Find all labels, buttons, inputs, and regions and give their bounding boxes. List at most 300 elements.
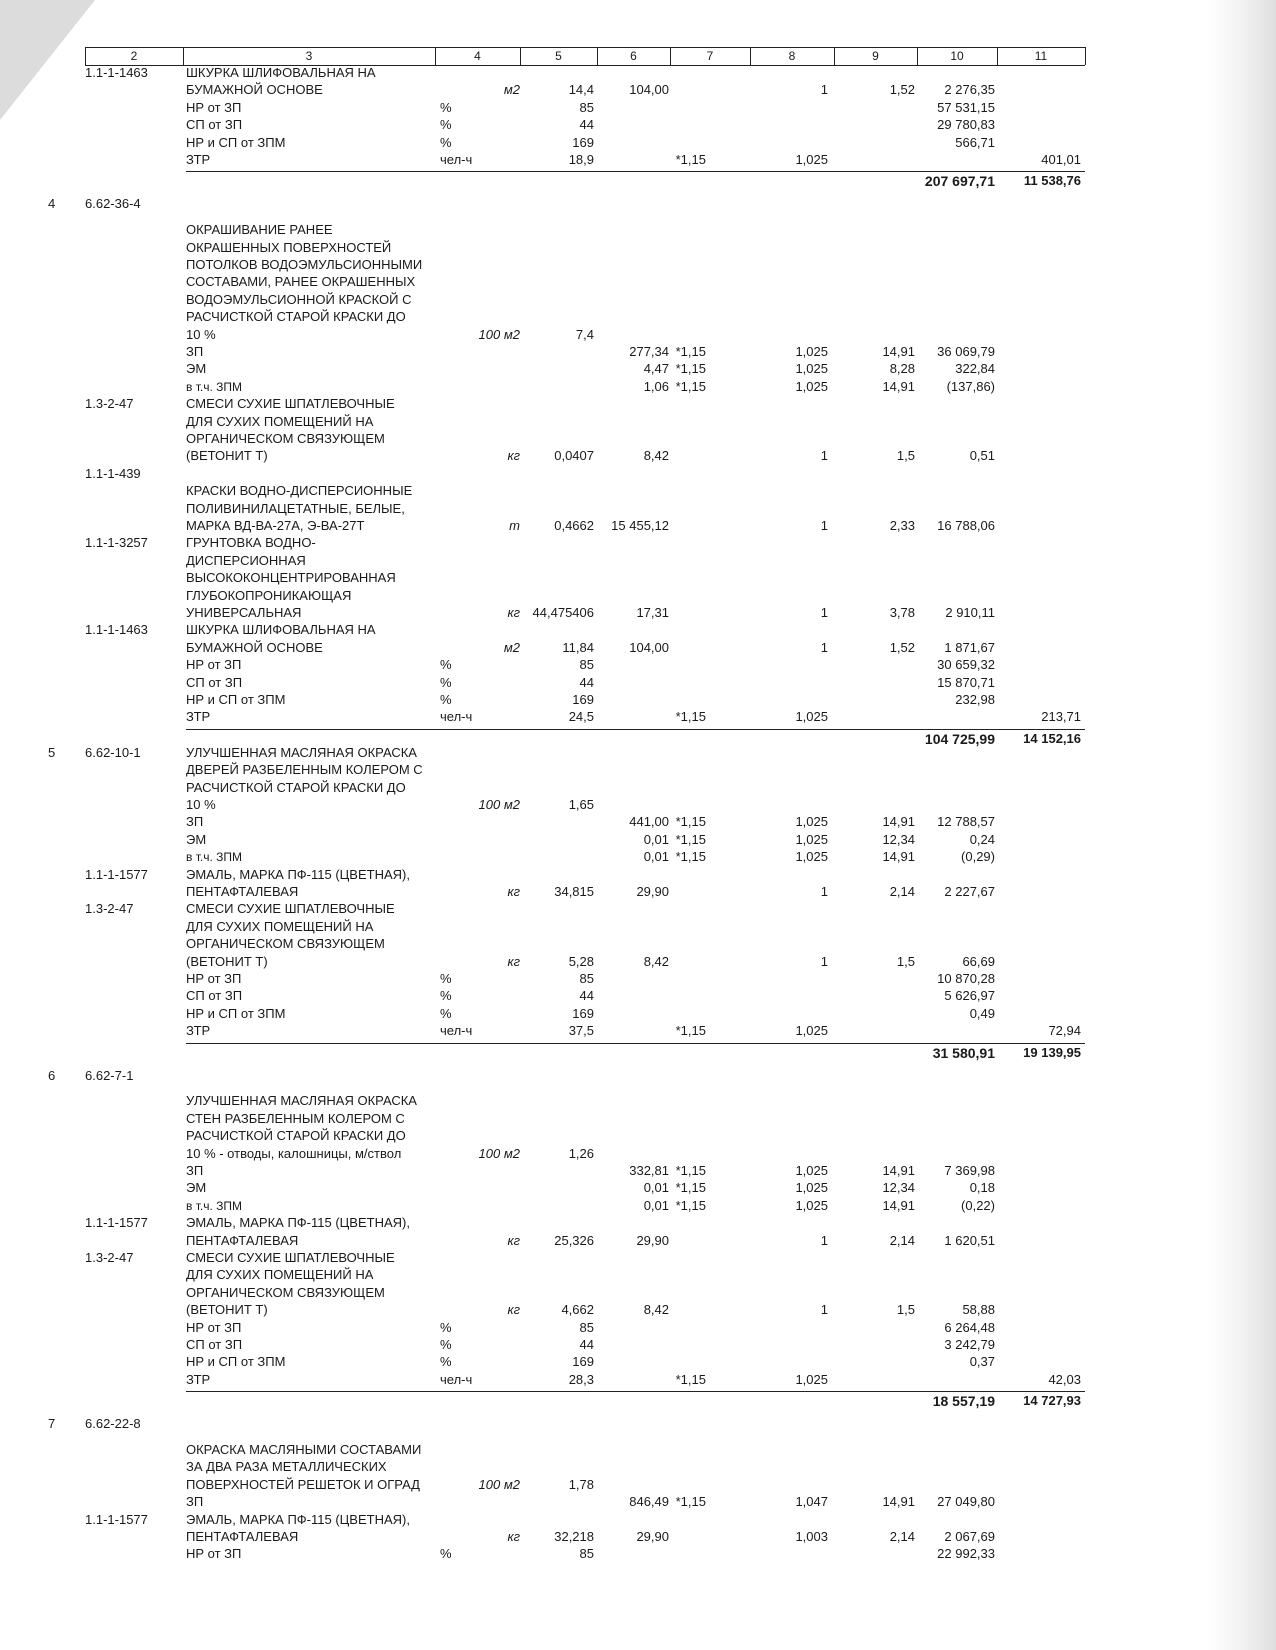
current-cost: 27 049,80	[937, 1494, 995, 1510]
work-description-line: ПЕНТАФТАЛЕВАЯ	[186, 1232, 299, 1248]
labor-label: ЗТР	[186, 709, 211, 725]
conversion-coefficient: 14,91	[882, 814, 915, 830]
quantity: 1,78	[568, 1476, 594, 1492]
overhead-label: НР и СП от ЗПМ	[186, 692, 286, 707]
current-cost: (137,86)	[946, 378, 995, 394]
current-cost: 322,84	[955, 361, 995, 377]
overhead-label: НР от ЗП	[186, 657, 242, 673]
index: 1,003	[795, 1529, 828, 1544]
correction-factor: *1,15	[675, 1163, 706, 1178]
work-description-line: УЛУЧШЕННАЯ МАСЛЯНАЯ ОКРАСКА	[186, 1093, 417, 1109]
quantity: 44,475406	[532, 605, 594, 620]
current-cost: 58,88	[962, 1302, 995, 1318]
index: 1,025	[795, 1371, 828, 1387]
index: 1,025	[795, 1023, 828, 1039]
unit: %	[440, 1005, 452, 1021]
current-cost: 2 227,67	[944, 884, 995, 899]
cost-component: ЭМ	[186, 1180, 207, 1196]
unit: кг	[507, 884, 520, 899]
unit: %	[440, 692, 452, 707]
work-description-line: УНИВЕРСАЛЬНАЯ	[186, 605, 302, 620]
unit: т	[509, 518, 520, 533]
conversion-coefficient: 1,52	[889, 82, 915, 98]
correction-factor: *1,15	[675, 344, 706, 359]
work-description-line: ОРГАНИЧЕСКОМ СВЯЗУЮЩЕМ	[186, 936, 385, 952]
work-description-line: БУМАЖНОЙ ОСНОВЕ	[186, 82, 323, 98]
conversion-coefficient: 14,91	[882, 1197, 915, 1213]
index: 1	[820, 518, 828, 533]
current-cost: 0,24	[969, 831, 995, 847]
work-description-line: СМЕСИ СУХИЕ ШПАТЛЕВОЧНЫЕ	[186, 901, 395, 917]
rate-code: 1.3-2-47	[85, 396, 134, 412]
index: 1,047	[795, 1494, 828, 1510]
conversion-coefficient: 14,91	[882, 1163, 915, 1178]
rate-code: 1.1-1-1577	[85, 866, 148, 882]
column-number: 10	[950, 49, 964, 63]
index: 1	[820, 1232, 828, 1248]
conversion-coefficient: 2,33	[889, 518, 915, 533]
index: 1,025	[795, 152, 828, 167]
conversion-coefficient: 1,5	[896, 1302, 915, 1318]
work-description-line: ОРГАНИЧЕСКОМ СВЯЗУЮЩЕМ	[186, 1284, 385, 1300]
current-cost: 3 242,79	[944, 1337, 995, 1352]
work-description-line: МАРКА ВД-ВА-27А, Э-ВА-27Т	[186, 518, 365, 533]
work-description-line: 10 % - отводы, калошницы, м/ствол	[186, 1145, 402, 1161]
current-cost: 5 626,97	[944, 988, 995, 1004]
labor-hours: 28,3	[568, 1371, 594, 1387]
current-cost: 36 069,79	[937, 344, 995, 359]
base-price: 277,34	[629, 344, 669, 359]
index: 1,025	[795, 1163, 828, 1178]
labor-label: ЗТР	[186, 1371, 211, 1387]
cost-component: ЭМ	[186, 361, 207, 377]
quantity: 1,65	[568, 797, 594, 812]
work-description-line: ОРГАНИЧЕСКОМ СВЯЗУЮЩЕМ	[186, 431, 385, 446]
quantity: 14,4	[568, 82, 594, 98]
current-cost: 232,98	[955, 692, 995, 707]
rate-percent: 44	[579, 988, 594, 1004]
rate-percent: 169	[572, 692, 594, 707]
overhead-label: НР и СП от ЗПМ	[186, 134, 286, 150]
column-number: 11	[1034, 49, 1048, 63]
current-cost: 22 992,33	[937, 1546, 995, 1562]
overhead-label: НР от ЗП	[186, 971, 242, 986]
unit: %	[440, 1546, 452, 1562]
overhead-label: НР от ЗП	[186, 1546, 242, 1562]
current-cost: 0,37	[969, 1354, 995, 1370]
unit: кг	[507, 1302, 520, 1318]
rate-percent: 44	[579, 117, 594, 133]
correction-factor: *1,15	[675, 814, 706, 830]
section-total: 207 697,71	[924, 173, 995, 190]
base-price: 0,01	[643, 1197, 669, 1213]
overhead-label: НР и СП от ЗПМ	[186, 1005, 286, 1021]
index: 1,025	[795, 831, 828, 847]
work-description-line: СМЕСИ СУХИЕ ШПАТЛЕВОЧНЫЕ	[186, 1250, 395, 1265]
work-description-line: ЭМАЛЬ, МАРКА ПФ-115 (ЦВЕТНАЯ),	[186, 866, 410, 882]
unit: кг	[507, 1232, 520, 1248]
section-total-col11: 14 152,16	[1023, 730, 1081, 746]
work-description-line: ДЛЯ СУХИХ ПОМЕЩЕНИЙ НА	[186, 918, 374, 934]
correction-factor: *1,15	[675, 849, 706, 865]
rate-code: 1.1-1-439	[85, 465, 141, 481]
column-number: 2	[130, 49, 138, 63]
base-price: 0,01	[643, 849, 669, 865]
work-description-line: 10 %	[186, 326, 216, 342]
work-description-line: ВОДОЭМУЛЬСИОННОЙ КРАСКОЙ С	[186, 291, 412, 307]
quantity: 0,0407	[554, 448, 594, 464]
current-cost: 1 620,51	[944, 1232, 995, 1248]
labor-total: 401,01	[1041, 152, 1081, 167]
cost-component: в т.ч. ЗПМ	[186, 1198, 242, 1213]
column-number: 4	[474, 49, 481, 63]
labor-hours: 18,9	[568, 152, 594, 167]
current-cost: 0,49	[969, 1005, 995, 1021]
column-number: 3	[305, 49, 313, 63]
cost-component: в т.ч. ЗПМ	[186, 379, 242, 394]
current-cost: 2 067,69	[944, 1529, 995, 1544]
unit: %	[440, 1337, 452, 1352]
conversion-coefficient: 2,14	[889, 884, 915, 899]
work-description-line: СТЕН РАЗБЕЛЕННЫМ КОЛЕРОМ С	[186, 1110, 405, 1126]
index: 1,025	[795, 709, 828, 725]
overhead-label: НР от ЗП	[186, 1319, 242, 1335]
unit: кг	[507, 1529, 520, 1544]
work-description-line: ОКРАШИВАНИЕ РАНЕЕ	[186, 222, 333, 238]
cost-component: ЗП	[186, 344, 204, 359]
column-number: 6	[630, 49, 637, 63]
base-price: 17,31	[636, 605, 669, 620]
current-cost: 57 531,15	[937, 99, 995, 115]
position-number: 6	[48, 1067, 56, 1083]
conversion-coefficient: 3,78	[889, 605, 915, 620]
section-total-col11: 11 538,76	[1023, 173, 1081, 189]
work-description-line: ВЫСОКОКОНЦЕНТРИРОВАННАЯ	[186, 570, 396, 586]
header-column-divider	[183, 47, 184, 65]
position-number: 4	[48, 196, 56, 212]
conversion-coefficient: 14,91	[882, 849, 915, 865]
section-total-col11: 19 139,95	[1023, 1044, 1081, 1060]
base-price: 332,81	[629, 1163, 669, 1178]
labor-total: 72,94	[1048, 1023, 1081, 1039]
index: 1	[820, 1302, 828, 1318]
quantity: 25,326	[554, 1232, 594, 1248]
rate-code: 6.62-22-8	[85, 1416, 141, 1432]
column-number: 9	[872, 49, 879, 63]
base-price: 441,00	[629, 814, 669, 830]
unit: %	[440, 1354, 452, 1370]
current-cost: 566,71	[955, 134, 995, 150]
base-price: 4,47	[643, 361, 669, 377]
base-price: 15 455,12	[611, 518, 669, 533]
work-description-line: ПОТОЛКОВ ВОДОЭМУЛЬСИОННЫМИ	[186, 257, 423, 272]
work-description-line: ДВЕРЕЙ РАЗБЕЛЕННЫМ КОЛЕРОМ С	[186, 762, 423, 778]
unit: кг	[507, 448, 520, 464]
base-price: 8,42	[643, 953, 669, 969]
base-price: 0,01	[643, 831, 669, 847]
work-description-line: (ВЕТОНИТ Т)	[186, 448, 268, 464]
unit: 100 м2	[478, 1476, 520, 1492]
unit: %	[440, 99, 452, 115]
index: 1,025	[795, 1180, 828, 1196]
index: 1	[820, 448, 828, 464]
overhead-label: НР от ЗП	[186, 99, 242, 115]
quantity: 1,26	[568, 1145, 594, 1161]
overhead-label: СП от ЗП	[186, 674, 243, 690]
unit: чел-ч	[440, 152, 473, 167]
overhead-label: СП от ЗП	[186, 117, 243, 133]
section-total: 31 580,91	[932, 1044, 995, 1061]
work-description-line: РАСЧИСТКОЙ СТАРОЙ КРАСКИ ДО	[186, 309, 406, 325]
cost-component: ЗП	[186, 1494, 204, 1510]
section-separator-line	[186, 1043, 1085, 1044]
conversion-coefficient: 1,5	[896, 448, 915, 464]
base-price: 29,90	[636, 1529, 669, 1544]
column-number: 5	[555, 49, 562, 63]
work-description-line: РАСЧИСТКОЙ СТАРОЙ КРАСКИ ДО	[186, 1128, 406, 1144]
correction-factor: *1,15	[675, 1371, 706, 1387]
work-description-line: ЭМАЛЬ, МАРКА ПФ-115 (ЦВЕТНАЯ),	[186, 1215, 410, 1231]
labor-total: 42,03	[1048, 1371, 1081, 1387]
correction-factor: *1,15	[675, 378, 706, 394]
quantity: 32,218	[554, 1529, 594, 1544]
conversion-coefficient: 8,28	[889, 361, 915, 377]
current-cost: 29 780,83	[937, 117, 995, 133]
rate-percent: 44	[579, 1337, 594, 1352]
work-description-line: БУМАЖНОЙ ОСНОВЕ	[186, 639, 323, 655]
labor-total: 213,71	[1041, 709, 1081, 725]
cost-component: ЭМ	[186, 831, 207, 847]
unit: %	[440, 657, 452, 673]
cost-component: в т.ч. ЗПМ	[186, 850, 242, 865]
work-description-line: ШКУРКА ШЛИФОВАЛЬНАЯ НА	[186, 622, 376, 638]
index: 1,025	[795, 1197, 828, 1213]
work-description-line: ЭМАЛЬ, МАРКА ПФ-115 (ЦВЕТНАЯ),	[186, 1511, 410, 1527]
current-cost: 10 870,28	[937, 971, 995, 986]
rate-code: 6.62-36-4	[85, 196, 141, 212]
rate-percent: 44	[579, 674, 594, 690]
current-cost: 6 264,48	[944, 1319, 995, 1335]
work-description-line: ДИСПЕРСИОННАЯ	[186, 552, 306, 568]
overhead-label: НР и СП от ЗПМ	[186, 1354, 286, 1370]
work-description-line: (ВЕТОНИТ Т)	[186, 1302, 268, 1318]
current-cost: 16 788,06	[937, 518, 995, 533]
work-description-line: КРАСКИ ВОДНО-ДИСПЕРСИОННЫЕ	[186, 483, 413, 499]
unit: м2	[503, 82, 520, 98]
unit: кг	[507, 953, 520, 969]
work-description-line: ПЕНТАФТАЛЕВАЯ	[186, 884, 299, 899]
section-total: 104 725,99	[924, 730, 995, 747]
unit: %	[440, 674, 452, 690]
correction-factor: *1,15	[675, 831, 706, 847]
current-cost: (0,22)	[961, 1197, 995, 1213]
base-price: 104,00	[629, 639, 669, 655]
work-description-line: ЗА ДВА РАЗА МЕТАЛЛИЧЕСКИХ	[186, 1459, 387, 1475]
labor-hours: 37,5	[568, 1023, 594, 1039]
correction-factor: *1,15	[675, 709, 706, 725]
header-column-divider	[435, 47, 436, 65]
rate-percent: 85	[579, 1319, 594, 1335]
work-description-line: ДЛЯ СУХИХ ПОМЕЩЕНИЙ НА	[186, 413, 374, 429]
rate-code: 6.62-7-1	[85, 1067, 134, 1083]
section-total: 18 557,19	[932, 1393, 995, 1410]
unit: чел-ч	[440, 1023, 473, 1039]
rate-percent: 85	[579, 1546, 594, 1562]
correction-factor: *1,15	[675, 1197, 706, 1213]
unit: 100 м2	[478, 326, 520, 342]
conversion-coefficient: 2,14	[889, 1529, 915, 1544]
index: 1	[820, 605, 828, 620]
index: 1,025	[795, 814, 828, 830]
base-price: 29,90	[636, 884, 669, 899]
base-price: 0,01	[643, 1180, 669, 1196]
current-cost: 0,51	[969, 448, 995, 464]
base-price: 1,06	[643, 378, 669, 394]
current-cost: (0,29)	[961, 849, 995, 865]
current-cost: 2 276,35	[944, 82, 995, 98]
rate-percent: 169	[572, 134, 594, 150]
index: 1,025	[795, 849, 828, 865]
work-description-line: СОСТАВАМИ, РАНЕЕ ОКРАШЕННЫХ	[186, 274, 416, 290]
labor-label: ЗТР	[186, 1023, 211, 1039]
quantity: 5,28	[568, 953, 594, 969]
section-separator-line	[186, 1391, 1085, 1392]
index: 1,025	[795, 378, 828, 394]
quantity: 4,662	[561, 1302, 594, 1318]
conversion-coefficient: 14,91	[882, 344, 915, 359]
rate-code: 1.1-1-1463	[85, 622, 148, 638]
quantity: 7,4	[575, 326, 594, 342]
correction-factor: *1,15	[675, 152, 706, 167]
base-price: 29,90	[636, 1232, 669, 1248]
unit: 100 м2	[478, 1145, 520, 1161]
overhead-label: СП от ЗП	[186, 1337, 243, 1352]
work-description-line: ОКРАШЕННЫХ ПОВЕРХНОСТЕЙ	[186, 239, 392, 255]
unit: 100 м2	[478, 797, 520, 812]
current-cost: 66,69	[962, 953, 995, 969]
work-description-line: УЛУЧШЕННАЯ МАСЛЯНАЯ ОКРАСКА	[186, 744, 417, 760]
rate-code: 6.62-10-1	[85, 744, 141, 760]
index: 1,025	[795, 361, 828, 377]
rate-code: 1.3-2-47	[85, 901, 134, 917]
header-column-divider	[85, 47, 86, 65]
section-separator-line	[186, 729, 1085, 730]
current-cost: 12 788,57	[937, 814, 995, 830]
section-total-col11: 14 727,93	[1023, 1393, 1081, 1409]
rate-percent: 85	[579, 657, 594, 673]
header-column-divider	[1085, 47, 1086, 65]
labor-hours: 24,5	[568, 709, 594, 725]
header-column-divider	[997, 47, 998, 65]
work-description-line: ОКРАСКА МАСЛЯНЫМИ СОСТАВАМИ	[186, 1442, 422, 1457]
page-fold-corner	[0, 0, 95, 120]
unit: %	[440, 134, 452, 150]
current-cost: 7 369,98	[944, 1163, 995, 1178]
index: 1	[820, 884, 828, 899]
page-edge-shadow	[1206, 0, 1276, 1650]
conversion-coefficient: 2,14	[889, 1232, 915, 1248]
rate-percent: 169	[572, 1354, 594, 1370]
unit: м2	[503, 639, 520, 655]
column-number: 8	[788, 49, 796, 63]
index: 1,025	[795, 344, 828, 359]
cost-component: ЗП	[186, 814, 204, 830]
column-number: 7	[706, 49, 714, 63]
conversion-coefficient: 1,52	[889, 639, 915, 655]
overhead-label: СП от ЗП	[186, 988, 243, 1004]
header-column-divider	[750, 47, 751, 65]
conversion-coefficient: 12,34	[882, 831, 915, 847]
unit: %	[440, 988, 452, 1004]
unit: чел-ч	[440, 709, 473, 725]
section-separator-line	[186, 171, 1085, 172]
rate-percent: 169	[572, 1005, 594, 1021]
correction-factor: *1,15	[675, 1494, 706, 1510]
work-description-line: ПОЛИВИНИЛАЦЕТАТНЫЕ, БЕЛЫЕ,	[186, 500, 405, 516]
conversion-coefficient: 12,34	[882, 1180, 915, 1196]
current-cost: 2 910,11	[945, 605, 995, 620]
quantity: 34,815	[554, 884, 594, 899]
work-description-line: ДЛЯ СУХИХ ПОМЕЩЕНИЙ НА	[186, 1267, 374, 1283]
quantity: 0,4662	[554, 518, 594, 533]
work-description-line: ШКУРКА ШЛИФОВАЛЬНАЯ НА	[186, 65, 376, 80]
work-description-line: ПЕНТАФТАЛЕВАЯ	[186, 1529, 299, 1544]
rate-code: 1.1-1-3257	[85, 535, 148, 551]
work-description-line: СМЕСИ СУХИЕ ШПАТЛЕВОЧНЫЕ	[186, 396, 395, 412]
current-cost: 30 659,32	[937, 657, 995, 673]
cost-component: ЗП	[186, 1163, 204, 1178]
rate-code: 1.1-1-1577	[85, 1215, 148, 1231]
base-price: 8,42	[643, 1302, 669, 1318]
unit: %	[440, 1319, 452, 1335]
base-price: 8,42	[643, 448, 669, 464]
rate-percent: 85	[579, 971, 594, 986]
conversion-coefficient: 14,91	[882, 1494, 915, 1510]
unit: %	[440, 971, 452, 986]
current-cost: 0,18	[969, 1180, 995, 1196]
correction-factor: *1,15	[675, 1180, 706, 1196]
conversion-coefficient: 1,5	[896, 953, 915, 969]
work-description-line: РАСЧИСТКОЙ СТАРОЙ КРАСКИ ДО	[186, 779, 406, 795]
position-number: 7	[48, 1416, 56, 1432]
index: 1	[820, 639, 828, 655]
unit: чел-ч	[440, 1371, 473, 1387]
current-cost: 15 870,71	[937, 674, 995, 690]
quantity: 11,84	[562, 639, 594, 655]
work-description-line: (ВЕТОНИТ Т)	[186, 953, 268, 969]
position-number: 5	[48, 744, 56, 760]
base-price: 846,49	[629, 1494, 669, 1510]
unit: %	[440, 117, 452, 133]
correction-factor: *1,15	[675, 361, 706, 377]
work-description-line: ГЛУБОКОПРОНИКАЮЩАЯ	[186, 587, 352, 603]
current-cost: 1 871,67	[944, 639, 995, 655]
correction-factor: *1,15	[675, 1023, 706, 1039]
index: 1	[820, 953, 828, 969]
rate-code: 1.1-1-1463	[85, 65, 148, 80]
work-description-line: ПОВЕРХНОСТЕЙ РЕШЕТОК И ОГРАД	[186, 1476, 420, 1492]
unit: кг	[507, 605, 520, 620]
work-description-line: 10 %	[186, 797, 216, 812]
index: 1	[820, 82, 828, 98]
labor-label: ЗТР	[186, 152, 211, 167]
rate-code: 1.3-2-47	[85, 1250, 134, 1265]
base-price: 104,00	[629, 82, 669, 98]
rate-percent: 85	[579, 99, 594, 115]
conversion-coefficient: 14,91	[882, 378, 915, 394]
rate-code: 1.1-1-1577	[85, 1511, 148, 1527]
work-description-line: ГРУНТОВКА ВОДНО-	[186, 535, 316, 551]
